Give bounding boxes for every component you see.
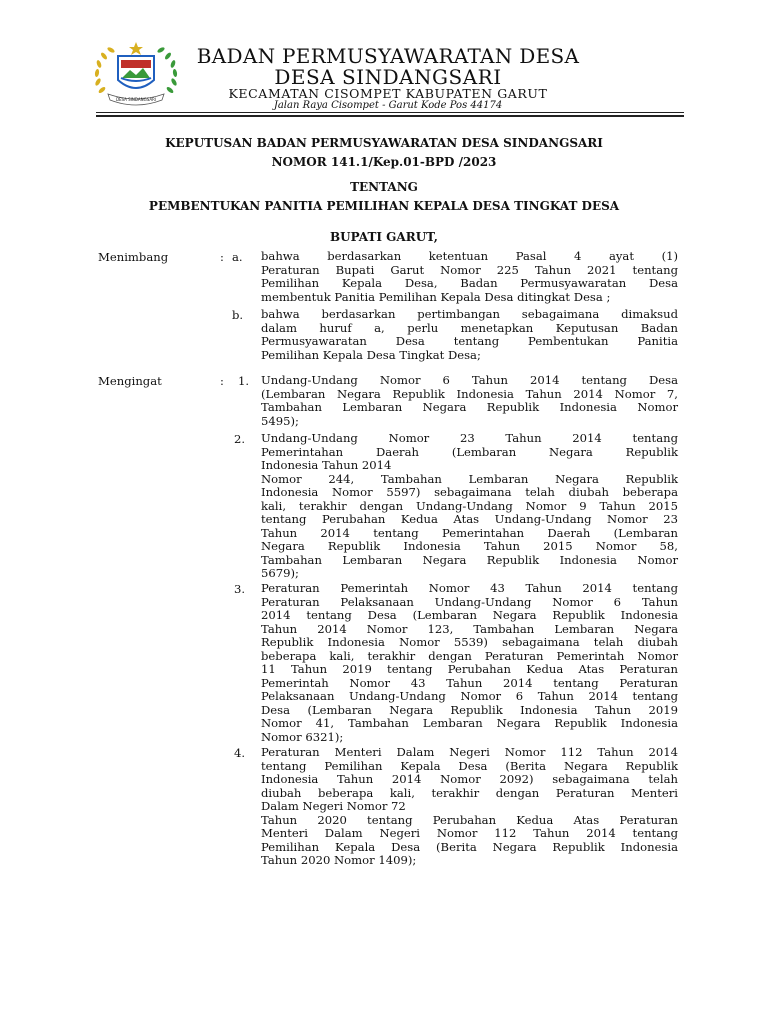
paragraph-line: Peraturan Pelaksanaan Undang-Undang Nomor 6 Tahun: [261, 594, 678, 609]
paragraph-line: Nomor 41, Tambahan Lembaran Negara Republik Indonesia: [261, 716, 678, 730]
paragraph-line: Undang-Undang Nomor 23 Tahun 2014 tentang: [261, 431, 678, 445]
paragraph-line: Peraturan Menteri Dalam Negeri Nomor 112 Tahun 2014: [261, 745, 678, 759]
paragraph-line: bahwa berdasarkan pertimbangan sebagaimana dimaksud: [261, 307, 678, 321]
paragraph-line: tentang Perubahan Kedua Atas Undang-Undang Nomor 23: [261, 512, 678, 526]
paragraph-line: 2014 tentang Desa (Lembaran Negara Republik Indonesia: [261, 608, 678, 622]
menimbang-item-a-mark: a.: [232, 250, 243, 264]
paragraph-line: Tahun 2014 tentang Pemerintahan Daerah (Lembaran: [261, 525, 678, 540]
mengingat-item-2: [261, 432, 678, 581]
paragraph-line: Pemerintah Nomor 43 Tahun 2014 tentang Peraturan: [261, 675, 678, 690]
mengingat-item-4: [261, 746, 678, 868]
menimbang-colon: :: [220, 250, 224, 264]
paragraph-line: (Lembaran Negara Republik Indonesia Tahun 2014 Nomor 7,: [261, 386, 678, 401]
paragraph-line: kali, terakhir dengan Undang-Undang Nomor 9 Tahun 2015: [261, 498, 678, 513]
paragraph-line: Permusyawaratan Desa tentang Pembentukan Panitia: [261, 334, 678, 348]
paragraph-line: Pemerintahan Daerah (Lembaran Negara Republik: [261, 444, 678, 459]
paragraph-line: Republik Indonesia Nomor 5539) sebagaimana telah diubah: [261, 635, 678, 649]
paragraph-line: Tahun 2014 Nomor 123, Tambahan Lembaran Negara: [261, 621, 678, 636]
paragraph-line: Undang-Undang Nomor 6 Tahun 2014 tentang Desa: [261, 373, 678, 387]
paragraph-line: Pemilihan Kepala Desa, Badan Permusyawaratan Desa: [261, 276, 678, 290]
paragraph-line: 11 Tahun 2019 tentang Perubahan Kedua Atas Peraturan: [261, 662, 678, 676]
paragraph-line: Pemilihan Kepala Desa (Berita Negara Republik Indonesia: [261, 839, 678, 854]
paragraph-line: Menteri Dalam Negeri Nomor 112 Tahun 2014 tentang: [261, 826, 678, 840]
mengingat-item-2-mark: 2.: [234, 432, 246, 446]
org-name-line1: BADAN PERMUSYAWARATAN DESA: [196, 44, 580, 68]
paragraph-line: Indonesia Tahun 2014 Nomor 2092) sebagaimana telah: [261, 772, 678, 786]
paragraph-line: 5495);: [261, 413, 299, 428]
paragraph-line: Negara Republik Indonesia Tahun 2015 Nomor 58,: [261, 539, 678, 553]
paragraph-line: bahwa berdasarkan ketentuan Pasal 4 ayat (1): [261, 249, 678, 263]
paragraph-line: tentang Pemilihan Kepala Desa (Berita Negara Republik: [261, 758, 678, 773]
paragraph-line: Pelaksanaan Undang-Undang Nomor 6 Tahun 2014 tentang: [261, 689, 678, 703]
logo-text: DESA SINDANGSARI: [115, 97, 157, 102]
org-name-line2: DESA SINDANGSARI: [274, 65, 502, 89]
paragraph-line: Tambahan Lembaran Negara Republik Indonesia Nomor: [261, 400, 678, 414]
paragraph-line: Nomor 6321);: [261, 729, 344, 744]
tentang-heading: TENTANG: [350, 180, 418, 194]
paragraph-line: beberapa kali, terakhir dengan Peraturan Pemerintah Nomor: [261, 648, 678, 663]
decision-number: NOMOR 141.1/Kep.01-BPD /2023: [271, 155, 497, 169]
paragraph-line: Tahun 2020 Nomor 1409);: [261, 853, 417, 867]
paragraph-line: 5679);: [261, 566, 299, 580]
paragraph-line: Tambahan Lembaran Negara Republik Indonesia Nomor: [261, 552, 678, 567]
mengingat-item-3-mark: 3.: [234, 582, 246, 596]
org-address: Jalan Raya Cisompet - Garut Kode Pos 44174: [273, 100, 503, 111]
header-rule-thin: [96, 112, 684, 113]
menimbang-item-a: [261, 250, 678, 304]
mengingat-colon: :: [220, 374, 224, 388]
paragraph-line: membentuk Panitia Pemilihan Kepala Desa ditingkat Desa ;: [261, 289, 611, 304]
mengingat-label: Mengingat: [98, 374, 162, 388]
header-rule-thick: [96, 115, 684, 117]
paragraph-line: Peraturan Bupati Garut Nomor 225 Tahun 2021 tentang: [261, 262, 678, 277]
mengingat-item-3: [261, 582, 678, 744]
paragraph-line: Indonesia Tahun 2014: [261, 458, 392, 472]
mengingat-item-1-mark: 1.: [238, 374, 250, 388]
paragraph-line: Desa (Lembaran Negara Republik Indonesia Tahun 2019: [261, 702, 678, 717]
mengingat-item-1: [261, 374, 678, 428]
paragraph-line: Peraturan Pemerintah Nomor 43 Tahun 2014 tentang: [261, 581, 678, 595]
paragraph-line: diubah beberapa kali, terakhir dengan Peraturan Menteri: [261, 785, 678, 800]
paragraph-line: Indonesia Nomor 5597) sebagaimana telah diubah beberapa: [261, 485, 678, 499]
paragraph-line: Tahun 2020 tentang Perubahan Kedua Atas Peraturan: [261, 812, 678, 827]
menimbang-item-b-mark: b.: [232, 308, 244, 322]
decision-title: KEPUTUSAN BADAN PERMUSYAWARATAN DESA SINDANGSARI: [165, 136, 603, 150]
village-emblem-icon: [88, 40, 184, 108]
menimbang-label: Menimbang: [98, 250, 169, 264]
decision-subject: PEMBENTUKAN PANITIA PEMILIHAN KEPALA DESA TINGKAT DESA: [148, 199, 620, 213]
org-name-line3: KECAMATAN CISOMPET KABUPATEN GARUT: [228, 86, 548, 101]
menimbang-item-b: [261, 308, 678, 362]
paragraph-line: Pemilihan Kepala Desa Tingkat Desa;: [261, 347, 481, 362]
paragraph-line: Nomor 244, Tambahan Lembaran Negara Republik: [261, 471, 678, 486]
paragraph-line: dalam huruf a, perlu menetapkan Keputusan Badan: [261, 320, 678, 335]
authority-line: BUPATI GARUT,: [330, 230, 438, 244]
paragraph-line: Dalam Negeri Nomor 72: [261, 799, 406, 813]
mengingat-item-4-mark: 4.: [234, 746, 246, 760]
